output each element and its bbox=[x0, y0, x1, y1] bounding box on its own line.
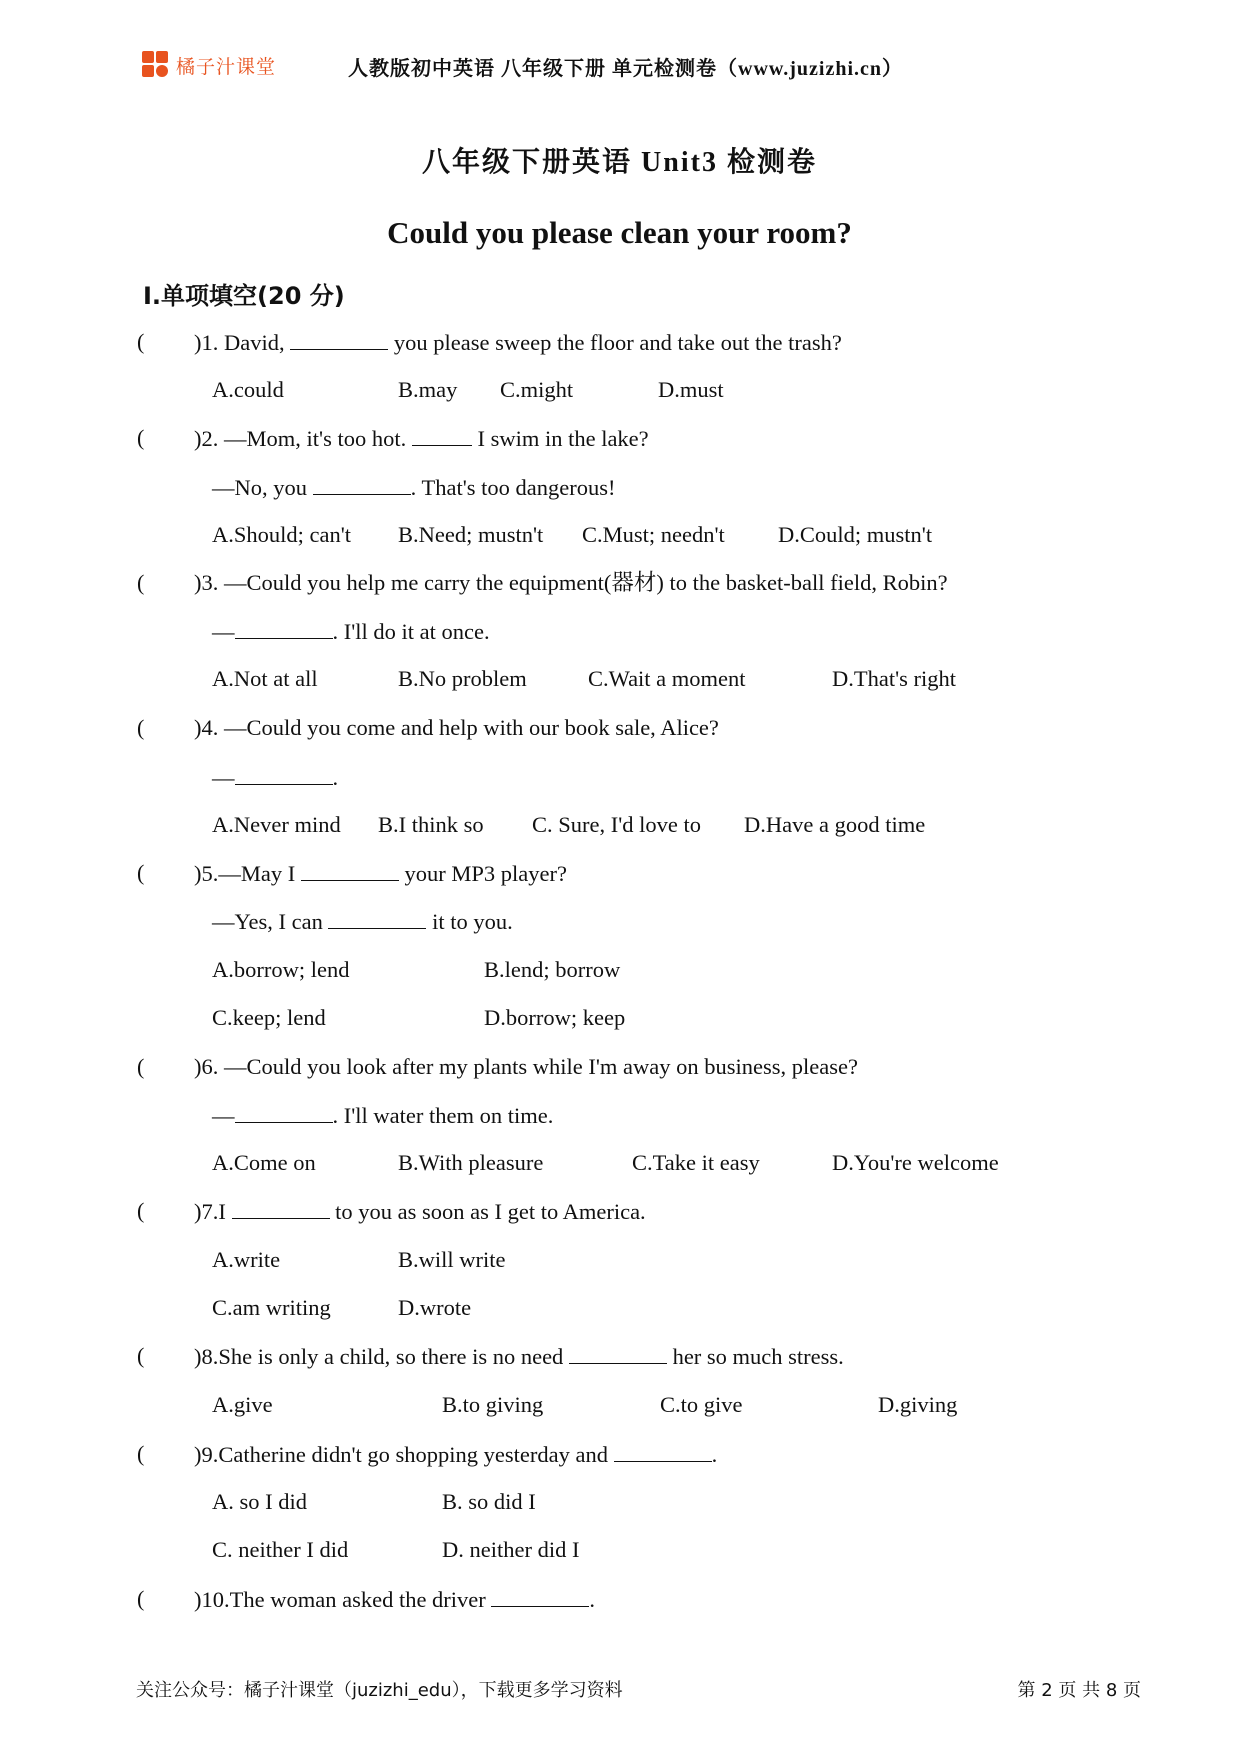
logo-icon bbox=[142, 51, 170, 79]
page-number: 第 2 页 共 8 页 bbox=[1017, 1680, 1141, 1701]
option-a: A.Not at all bbox=[212, 666, 318, 691]
answer-blank[interactable] bbox=[614, 1439, 712, 1462]
option-a: A.write bbox=[212, 1247, 281, 1272]
question-3: )3. —Could you help me carry the equipment(器材) to the basket-ball field, Robin? bbox=[194, 570, 948, 595]
option-a: A.Should; can't bbox=[212, 522, 352, 547]
answer-blank[interactable] bbox=[235, 762, 333, 785]
option-b: B.Need; mustn't bbox=[398, 522, 544, 547]
answer-paren: ( bbox=[137, 329, 145, 354]
question-9: )9.Catherine didn't go shopping yesterday and . bbox=[194, 1439, 717, 1470]
question-5-reply: —Yes, I can it to you. bbox=[212, 906, 513, 937]
option-c: C.Must; needn't bbox=[582, 522, 725, 547]
question-4: )4. —Could you come and help with our book sale, Alice? bbox=[194, 715, 719, 740]
question-6-reply: — . I'll water them on time. bbox=[212, 1100, 553, 1131]
option-b: B.I think so bbox=[378, 812, 484, 837]
question-7: )7.I to you as soon as I get to America. bbox=[194, 1196, 646, 1227]
answer-paren: ( bbox=[137, 860, 145, 885]
brand-logo bbox=[142, 50, 276, 80]
answer-paren: ( bbox=[137, 1198, 145, 1223]
page-subtitle: Could you please clean your room? bbox=[387, 215, 852, 250]
option-c: C. neither I did bbox=[212, 1537, 349, 1562]
option-d: D.borrow; keep bbox=[484, 1005, 626, 1030]
question-5: )5.—May I your MP3 player? bbox=[194, 858, 567, 889]
footer-note: 关注公众号：橘子汁课堂（juzizhi_edu），下载更多学习资料 bbox=[136, 1680, 623, 1701]
question-4-reply: — . bbox=[212, 762, 338, 793]
option-b: B.No problem bbox=[398, 666, 527, 691]
answer-blank[interactable] bbox=[232, 1196, 330, 1219]
option-c: C.might bbox=[500, 377, 574, 402]
logo-text: 橘子汁课堂 bbox=[176, 55, 277, 78]
question-2-reply: —No, you . That's too dangerous! bbox=[212, 472, 615, 503]
option-d: D.Have a good time bbox=[744, 812, 926, 837]
answer-blank[interactable] bbox=[301, 858, 399, 881]
answer-paren: ( bbox=[137, 1586, 145, 1611]
option-a: A.Come on bbox=[212, 1150, 316, 1175]
option-d: D.That's right bbox=[832, 666, 957, 691]
option-b: B.may bbox=[398, 377, 458, 402]
answer-blank[interactable] bbox=[412, 423, 472, 446]
answer-blank[interactable] bbox=[491, 1584, 589, 1607]
option-a: A.Never mind bbox=[212, 812, 341, 837]
page-title: 八年级下册英语 Unit3 检测卷 bbox=[422, 147, 817, 178]
option-a: A.could bbox=[212, 377, 284, 402]
answer-paren: ( bbox=[137, 1343, 145, 1368]
option-c: C.am writing bbox=[212, 1295, 331, 1320]
option-c: C.Wait a moment bbox=[588, 666, 746, 691]
option-b: B.lend; borrow bbox=[484, 957, 621, 982]
question-10: )10.The woman asked the driver . bbox=[194, 1584, 595, 1615]
question-2: )2. —Mom, it's too hot. I swim in the lake? bbox=[194, 423, 649, 454]
answer-paren: ( bbox=[137, 425, 145, 450]
answer-paren: ( bbox=[137, 715, 145, 740]
option-c: C. Sure, I'd love to bbox=[532, 812, 702, 837]
option-c: C.keep; lend bbox=[212, 1005, 326, 1030]
option-d: D.must bbox=[658, 377, 724, 402]
section-heading: Ⅰ.单项填空(20 分) bbox=[143, 282, 345, 310]
option-b: B.will write bbox=[398, 1247, 506, 1272]
option-d: D. neither did I bbox=[442, 1537, 580, 1562]
question-6: )6. —Could you look after my plants while I'm away on business, please? bbox=[194, 1054, 858, 1079]
answer-paren: ( bbox=[137, 570, 145, 595]
option-d: D.Could; mustn't bbox=[778, 522, 933, 547]
option-c: C.Take it easy bbox=[632, 1150, 760, 1175]
option-d: D.You're welcome bbox=[832, 1150, 999, 1175]
answer-blank[interactable] bbox=[235, 1100, 333, 1123]
option-b: B.to giving bbox=[442, 1392, 544, 1417]
question-1: )1. David, you please sweep the floor and take out the trash? bbox=[194, 327, 842, 358]
option-a: A.borrow; lend bbox=[212, 957, 350, 982]
answer-blank[interactable] bbox=[290, 327, 388, 350]
answer-paren: ( bbox=[137, 1054, 145, 1079]
answer-blank[interactable] bbox=[313, 472, 411, 495]
question-8: )8.She is only a child, so there is no need her so much stress. bbox=[194, 1341, 844, 1372]
option-a: A. so I did bbox=[212, 1489, 307, 1514]
answer-blank[interactable] bbox=[569, 1341, 667, 1364]
question-3-reply: — . I'll do it at once. bbox=[212, 616, 490, 647]
page-header bbox=[0, 0, 1239, 110]
answer-blank[interactable] bbox=[328, 906, 426, 929]
option-b: B.With pleasure bbox=[398, 1150, 544, 1175]
option-c: C.to give bbox=[660, 1392, 743, 1417]
option-d: D.giving bbox=[878, 1392, 958, 1417]
answer-paren: ( bbox=[137, 1441, 145, 1466]
answer-blank[interactable] bbox=[235, 616, 333, 639]
option-a: A.give bbox=[212, 1392, 273, 1417]
option-b: B. so did I bbox=[442, 1489, 536, 1514]
header-title: 人教版初中英语 八年级下册 单元检测卷（www.juzizhi.cn） bbox=[348, 58, 903, 80]
option-d: D.wrote bbox=[398, 1295, 472, 1320]
